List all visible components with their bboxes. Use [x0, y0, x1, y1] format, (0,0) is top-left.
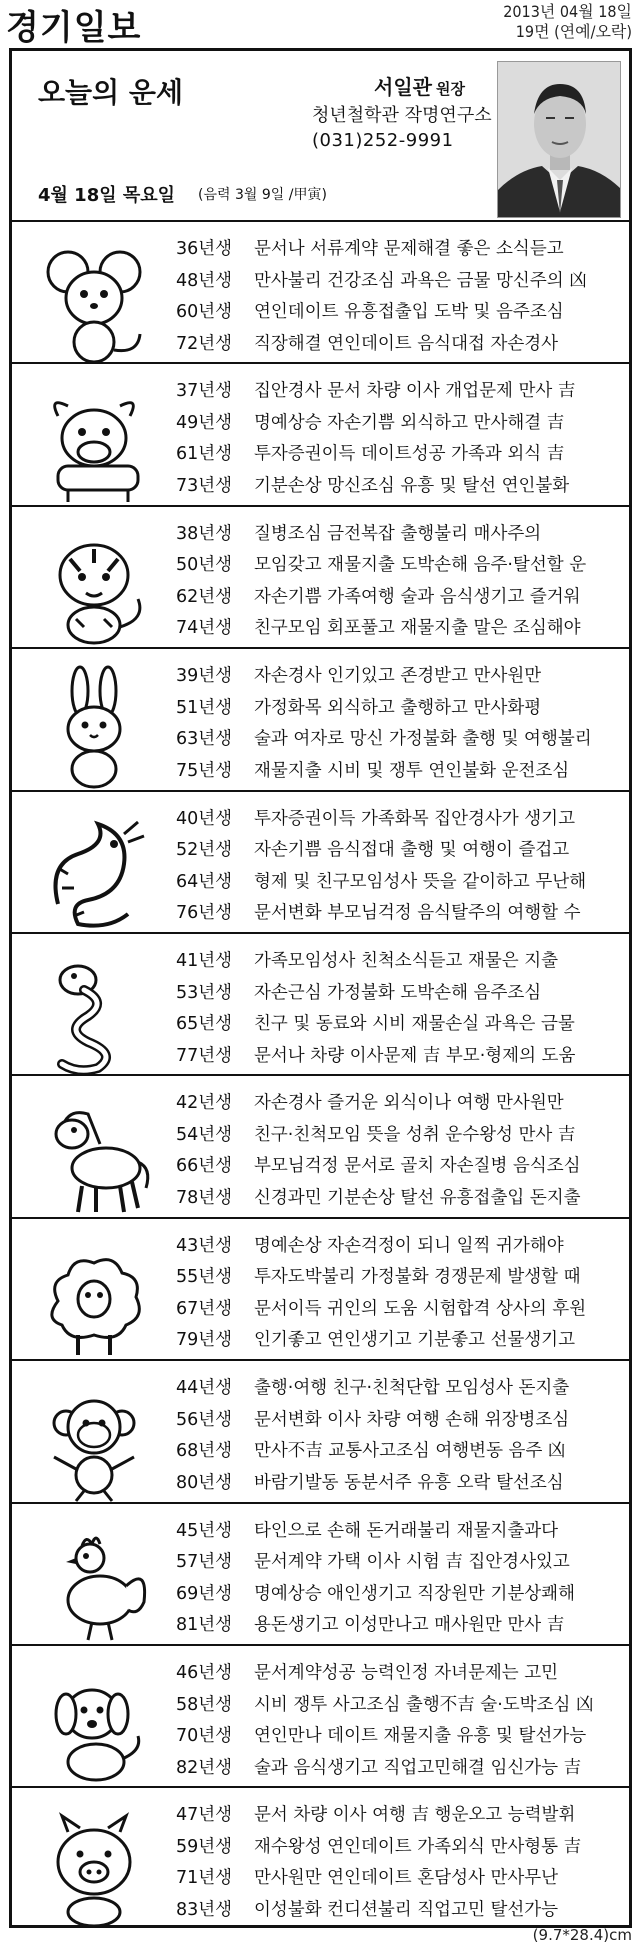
birth-year: 71년생: [176, 1868, 233, 1889]
paper-name: 경기일보: [6, 8, 142, 48]
fortune-text: 재수왕성 연인데이트 가족외식 만사형통 吉: [254, 1836, 582, 1857]
birth-year: 69년생: [176, 1583, 233, 1604]
fortune-line: [176, 1753, 626, 1785]
fortune-text: 집안경사 문서 차량 이사 개업문제 만사 吉: [254, 381, 576, 402]
date-main: 4월 18일 목요일: [38, 185, 176, 206]
fortune-text: 시비 쟁투 사고조심 출행不吉 술·도박조심 凶: [254, 1694, 594, 1715]
birth-year: 68년생: [176, 1441, 233, 1462]
birth-year: 63년생: [176, 729, 233, 750]
fortune-text: 신경과민 기분손상 탈선 유흥접출입 돈지출: [254, 1187, 581, 1208]
horse-icon: [28, 1088, 160, 1222]
birth-year: 45년생: [176, 1520, 233, 1541]
fortune-text: 모임갖고 재물지출 도박손해 음주·탈선할 운: [254, 555, 587, 576]
birth-year: 52년생: [176, 840, 233, 861]
birth-year: 77년생: [176, 1045, 233, 1066]
zodiac-row: [12, 507, 629, 649]
fortune-text: 가정화목 외식하고 출행하고 만사화평: [254, 697, 542, 718]
fortune-line: [176, 1405, 626, 1437]
author-photo: [497, 61, 621, 218]
fortune-text: 술과 여자로 망신 가정불화 출행 및 여행불리: [254, 729, 592, 750]
tiger-icon: [28, 519, 160, 653]
rat-icon: [28, 234, 160, 368]
fortune-line: [176, 867, 626, 899]
fortune-text: 부모님걱정 문서로 골치 자손질병 음식조심: [254, 1156, 581, 1177]
fortune-line: [176, 1832, 626, 1864]
rooster-icon: [28, 1516, 160, 1650]
fortune-text: 문서변화 부모님걱정 음식탈주의 여행할 수: [254, 903, 581, 924]
fortune-text: 가족모임성사 친척소식듣고 재물은 지출: [254, 951, 559, 971]
fortune-line: [176, 724, 626, 756]
birth-year: 65년생: [176, 1014, 233, 1034]
birth-year: 67년생: [176, 1298, 233, 1319]
fortune-text: 형제 및 친구모임성사 뜻을 같이하고 무난해: [254, 871, 587, 892]
birth-year: 72년생: [176, 333, 233, 354]
fortune-text: 명예손상 자손걱정이 되니 일찍 귀가해야: [254, 1235, 564, 1256]
fortune-line: [176, 439, 626, 471]
fortune-line: [176, 1120, 626, 1152]
birth-year: 81년생: [176, 1615, 233, 1636]
birth-year: 57년생: [176, 1552, 233, 1573]
zodiac-row: [12, 1646, 629, 1788]
pig-icon: [28, 1800, 160, 1934]
fortune-line: [176, 1863, 626, 1895]
fortune-line: [176, 408, 626, 440]
birth-year: 42년생: [176, 1093, 233, 1114]
fortune-lines: [176, 804, 626, 930]
date-lunar: (음력 3월 9일 /甲寅): [198, 187, 327, 203]
fortune-text: 술과 음식생기고 직업고민해결 임신가능 吉: [254, 1757, 582, 1778]
fortune-text: 투자도박불리 가정불화 경쟁문제 발생할 때: [254, 1267, 581, 1288]
birth-year: 62년생: [176, 586, 233, 607]
fortune-line: [176, 1690, 626, 1722]
fortune-line: [176, 835, 626, 867]
fortune-text: 투자증권이득 가족화목 집안경사가 생기고: [254, 808, 575, 829]
fortune-text: 자손근심 가정불화 도박손해 음주조심: [254, 982, 542, 1003]
fortune-line: [176, 234, 626, 266]
fortune-text: 친구모임 회포풀고 재물지출 말은 조심해야: [254, 618, 581, 639]
fortune-text: 친구·친척모임 뜻을 성취 운수왕성 만사 吉: [254, 1124, 576, 1145]
rabbit-icon: [28, 661, 160, 795]
fortune-text: 출행·여행 친구·친척단합 모임성사 돈지출: [254, 1378, 570, 1399]
fortune-line: [176, 297, 626, 329]
fortune-line: [176, 946, 626, 978]
fortune-line: [176, 1721, 626, 1753]
fortune-line: [176, 1436, 626, 1468]
fortune-text: 재물지출 시비 및 쟁투 연인불화 운전조심: [254, 760, 570, 781]
birth-year: 70년생: [176, 1726, 233, 1746]
fortune-text: 질병조심 금전복잡 출행불리 매사주의: [254, 523, 542, 544]
fortune-line: [176, 1231, 626, 1263]
fortune-lines: [176, 1516, 626, 1642]
zodiac-row: [12, 934, 629, 1076]
birth-year: 40년생: [176, 808, 233, 829]
birth-year: 58년생: [176, 1694, 233, 1715]
zodiac-row: [12, 649, 629, 791]
birth-year: 83년생: [176, 1899, 233, 1920]
fortune-line: [176, 1547, 626, 1579]
fortune-line: [176, 1373, 626, 1405]
fortune-line: [176, 1183, 626, 1215]
birth-year: 76년생: [176, 903, 233, 924]
fortune-text: 자손기쁨 가족여행 술과 음식생기고 즐거워: [254, 586, 581, 607]
issue-info: [503, 2, 632, 42]
fortune-line: [176, 1088, 626, 1120]
birth-year: 66년생: [176, 1156, 233, 1177]
horoscope-header: [12, 51, 629, 222]
dog-icon: [28, 1658, 160, 1792]
zodiac-row: [12, 1219, 629, 1361]
fortune-lines: [176, 1800, 626, 1926]
fortune-line: [176, 329, 626, 361]
birth-year: 55년생: [176, 1267, 233, 1288]
fortune-lines: [176, 376, 626, 502]
fortune-text: 문서계약 가택 이사 시험 吉 집안경사있고: [254, 1552, 570, 1573]
fortune-text: 직장해결 연인데이트 음식대접 자손경사: [254, 333, 559, 354]
fortune-line: [176, 756, 626, 788]
horoscope-frame: [9, 48, 632, 1928]
birth-year: 48년생: [176, 270, 233, 291]
fortune-line: [176, 1658, 626, 1690]
fortune-text: 자손기쁨 음식접대 출행 및 여행이 즐겁고: [254, 840, 570, 861]
clipping-size: (9.7*28.4)cm: [532, 1926, 632, 1944]
fortune-text: 명예상승 자손기쁨 외식하고 만사해결 吉: [254, 412, 565, 433]
fortune-line: [176, 1610, 626, 1642]
birth-year: 41년생: [176, 951, 233, 971]
birth-year: 75년생: [176, 760, 233, 781]
birth-year: 49년생: [176, 412, 233, 433]
fortune-text: 바람기발동 동분서주 유흥 오락 탈선조심: [254, 1472, 564, 1493]
fortune-lines: [176, 1231, 626, 1357]
fortune-line: [176, 898, 626, 930]
author-role: 원장: [435, 80, 465, 98]
birth-year: 54년생: [176, 1124, 233, 1145]
fortune-line: [176, 804, 626, 836]
fortune-lines: [176, 946, 626, 1072]
fortune-text: 문서이득 귀인의 도움 시험합격 상사의 후원: [254, 1298, 587, 1319]
birth-year: 36년생: [176, 239, 233, 259]
fortune-line: [176, 266, 626, 298]
fortune-text: 문서나 서류계약 문제해결 좋은 소식듣고: [254, 239, 564, 259]
sheep-icon: [28, 1231, 160, 1365]
fortune-text: 자손경사 즐거운 외식이나 여행 만사원만: [254, 1093, 564, 1114]
page-title: 오늘의 운세: [38, 76, 183, 109]
fortune-text: 자손경사 인기있고 존경받고 만사원만: [254, 666, 542, 687]
birth-year: 39년생: [176, 666, 233, 687]
fortune-line: [176, 376, 626, 408]
fortune-line: [176, 1041, 626, 1073]
birth-year: 51년생: [176, 697, 233, 718]
fortune-line: [176, 661, 626, 693]
snake-icon: [28, 946, 160, 1080]
birth-year: 38년생: [176, 523, 233, 544]
fortune-line: [176, 978, 626, 1010]
fortune-text: 문서나 차량 이사문제 吉 부모·형제의 도움: [254, 1045, 576, 1066]
birth-year: 43년생: [176, 1235, 233, 1256]
fortune-line: [176, 550, 626, 582]
zodiac-row: [12, 1504, 629, 1646]
author-name: 서일관: [374, 75, 432, 99]
fortune-text: 문서계약성공 능력인정 자녀문제는 고민: [254, 1663, 559, 1683]
birth-year: 80년생: [176, 1472, 233, 1493]
author-name-line: [374, 71, 465, 100]
fortune-text: 친구 및 동료와 시비 재물손실 과욕은 금물: [254, 1014, 575, 1034]
fortune-text: 문서변화 이사 차량 여행 손해 위장병조심: [254, 1409, 570, 1430]
fortune-line: [176, 519, 626, 551]
dragon-icon: [28, 804, 160, 938]
fortune-text: 만사원만 연인데이트 혼담성사 만사무난: [254, 1868, 559, 1889]
fortune-text: 연인데이트 유흥접출입 도박 및 음주조심: [254, 302, 564, 322]
birth-year: 73년생: [176, 475, 233, 496]
fortune-text: 이성불화 컨디션불리 직업고민 탈선가능: [254, 1899, 559, 1920]
birth-year: 50년생: [176, 555, 233, 576]
zodiac-row: [12, 364, 629, 506]
author-org: 청년철학관 작명연구소: [312, 105, 492, 126]
issue-date: 2013년 04월 18일: [503, 2, 632, 21]
monkey-icon: [28, 1373, 160, 1507]
author-phone: (031)252-9991: [312, 130, 454, 151]
zodiac-row: [12, 792, 629, 934]
fortune-line: [176, 1895, 626, 1927]
birth-year: 47년생: [176, 1805, 233, 1826]
fortune-line: [176, 613, 626, 645]
masthead: [0, 0, 640, 50]
birth-year: 79년생: [176, 1330, 233, 1351]
birth-year: 46년생: [176, 1663, 233, 1683]
birth-year: 82년생: [176, 1757, 233, 1778]
fortune-line: [176, 1516, 626, 1548]
birth-year: 59년생: [176, 1836, 233, 1857]
ox-icon: [28, 376, 160, 510]
fortune-text: 명예상승 애인생기고 직장원만 기분상쾌해: [254, 1583, 575, 1604]
fortune-text: 문서 차량 이사 여행 吉 행운오고 능력발휘: [254, 1805, 576, 1826]
issue-page: 19면 (연예/오락): [515, 22, 632, 41]
zodiac-row: [12, 1076, 629, 1218]
fortune-lines: [176, 519, 626, 645]
fortune-line: [176, 1325, 626, 1357]
fortune-lines: [176, 1373, 626, 1499]
fortune-line: [176, 1579, 626, 1611]
fortune-text: 기분손상 망신조심 유흥 및 탈선 연인불화: [254, 475, 570, 496]
fortune-line: [176, 1009, 626, 1041]
birth-year: 60년생: [176, 302, 233, 322]
fortune-line: [176, 1468, 626, 1500]
fortune-lines: [176, 1658, 626, 1784]
birth-year: 64년생: [176, 871, 233, 892]
birth-year: 44년생: [176, 1378, 233, 1399]
fortune-line: [176, 1151, 626, 1183]
zodiac-row: [12, 1788, 629, 1930]
fortune-text: 연인만나 데이트 재물지출 유흥 및 탈선가능: [254, 1726, 587, 1746]
fortune-text: 투자증권이득 데이트성공 가족과 외식 吉: [254, 444, 565, 465]
fortune-line: [176, 582, 626, 614]
fortune-lines: [176, 1088, 626, 1214]
fortune-line: [176, 1800, 626, 1832]
birth-year: 37년생: [176, 381, 233, 402]
birth-year: 53년생: [176, 982, 233, 1003]
fortune-line: [176, 1294, 626, 1326]
birth-year: 56년생: [176, 1409, 233, 1430]
fortune-text: 만사不吉 교통사고조심 여행변동 음주 凶: [254, 1441, 566, 1462]
zodiac-row: [12, 1361, 629, 1503]
fortune-lines: [176, 234, 626, 360]
fortune-lines: [176, 661, 626, 787]
fortune-text: 인기좋고 연인생기고 기분좋고 선물생기고: [254, 1330, 575, 1351]
fortune-line: [176, 1262, 626, 1294]
fortune-text: 만사불리 건강조심 과욕은 금물 망신주의 凶: [254, 270, 587, 291]
fortune-text: 용돈생기고 이성만나고 매사원만 만사 吉: [254, 1615, 565, 1636]
birth-year: 78년생: [176, 1187, 233, 1208]
birth-year: 61년생: [176, 444, 233, 465]
fortune-text: 타인으로 손해 돈거래불리 재물지출과다: [254, 1520, 559, 1541]
zodiac-row: [12, 222, 629, 364]
fortune-line: [176, 693, 626, 725]
fortune-line: [176, 471, 626, 503]
birth-year: 74년생: [176, 618, 233, 639]
